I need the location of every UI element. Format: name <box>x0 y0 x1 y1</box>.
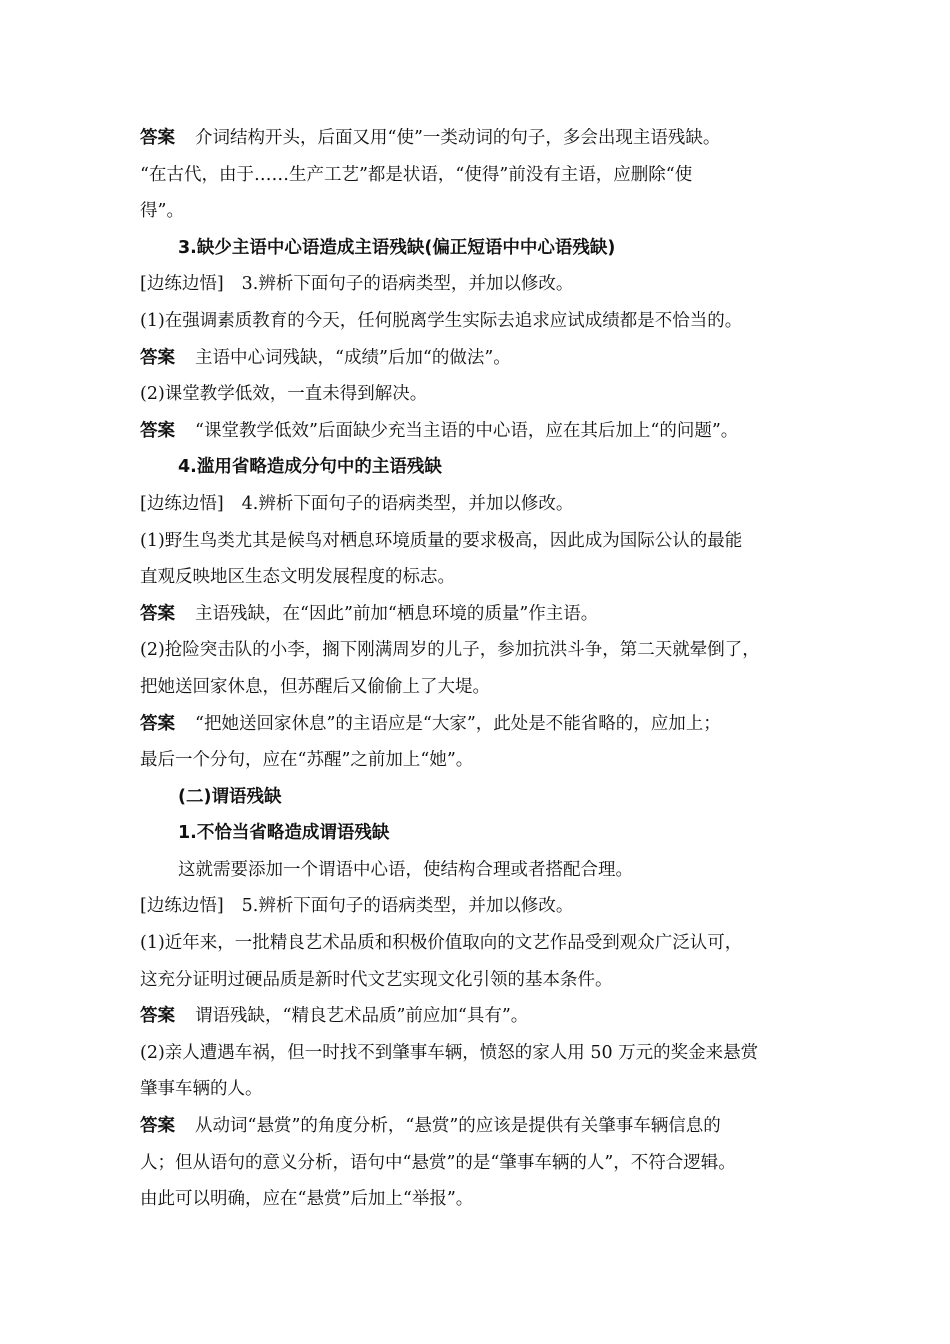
answer-text: 从动词“悬赏”的角度分析，“悬赏”的应该是提供有关肇事车辆信息的 <box>195 1116 721 1137</box>
answer-line <box>140 1108 820 1145</box>
question-continuation: 肇事车辆的人。 <box>140 1079 263 1100</box>
answer-continuation: 得”。 <box>140 201 184 222</box>
answer-label: 答案 <box>140 347 175 368</box>
practice-text: 3.辨析下面句子的语病类型，并加以修改。 <box>241 274 574 295</box>
answer-label: 答案 <box>140 1006 175 1027</box>
practice-prompt <box>140 486 820 523</box>
answer-text: 谓语残缺，“精良艺术品质”前应加“具有”。 <box>195 1006 529 1027</box>
question-line: (2)抢险突击队的小李，搁下刚满周岁的儿子，参加抗洪斗争，第二天就晕倒了， <box>140 640 760 661</box>
answer-label: 答案 <box>140 603 175 624</box>
question-continuation: 直观反映地区生态文明发展程度的标志。 <box>140 567 455 588</box>
answer-continuation: “在古代，由于……生产工艺”都是状语，“使得”前没有主语，应删除“使 <box>140 164 693 185</box>
practice-tag: [边练边悟] <box>140 493 224 514</box>
answer-label: 答案 <box>140 713 175 734</box>
practice-text: 4.辨析下面句子的语病类型，并加以修改。 <box>241 493 574 514</box>
question-line: (2)亲人遭遇车祸，但一时找不到肇事车辆，愤怒的家人用 50 万元的奖金来悬赏 <box>140 1042 759 1063</box>
practice-tag: [边练边悟] <box>140 274 224 295</box>
question-continuation: 这充分证明过硬品质是新时代文艺实现文化引领的基本条件。 <box>140 969 613 990</box>
section-heading: 4.滥用省略造成分句中的主语残缺 <box>178 457 442 478</box>
body-text: 这就需要添加一个谓语中心语，使结构合理或者搭配合理。 <box>178 859 633 880</box>
answer-label: 答案 <box>140 128 175 148</box>
practice-text: 5.辨析下面句子的语病类型，并加以修改。 <box>241 896 574 917</box>
subsection-heading: 1.不恰当省略造成谓语残缺 <box>178 823 390 844</box>
answer-line <box>140 340 820 377</box>
answer-text: 主语中心词残缺，“成绩”后加“的做法”。 <box>195 347 511 368</box>
answer-continuation: 最后一个分句，应在“苏醒”之前加上“她”。 <box>140 750 474 771</box>
question-line: (2)课堂教学低效，一直未得到解决。 <box>140 384 428 405</box>
answer-label: 答案 <box>140 420 175 441</box>
practice-tag: [边练边悟] <box>140 896 224 917</box>
answer-text: “把她送回家休息”的主语应是“大家”，此处是不能省略的，应加上； <box>195 713 721 734</box>
answer-line <box>140 120 820 157</box>
practice-prompt <box>140 888 820 925</box>
answer-text: 介词结构开头，后面又用“使”一类动词的句子，多会出现主语残缺。 <box>195 128 721 148</box>
answer-line <box>140 998 820 1035</box>
document-page <box>140 120 820 1218</box>
question-continuation: 把她送回家休息，但苏醒后又偷偷上了大堤。 <box>140 676 490 697</box>
answer-text: 主语残缺，在“因此”前加“栖息环境的质量”作主语。 <box>195 603 599 624</box>
answer-continuation: 由此可以明确，应在“悬赏”后加上“举报”。 <box>140 1189 474 1210</box>
answer-line <box>140 413 820 450</box>
answer-line <box>140 706 820 743</box>
section-heading: (二)谓语残缺 <box>178 786 282 807</box>
answer-continuation: 人；但从语句的意义分析，语句中“悬赏”的是“肇事车辆的人”，不符合逻辑。 <box>140 1152 736 1173</box>
answer-label: 答案 <box>140 1116 175 1137</box>
answer-line <box>140 596 820 633</box>
question-line: (1)在强调素质教育的今天，任何脱离学生实际去追求应试成绩都是不恰当的。 <box>140 310 743 331</box>
answer-text: “课堂教学低效”后面缺少充当主语的中心语，应在其后加上“的问题”。 <box>195 420 739 441</box>
practice-prompt <box>140 266 820 303</box>
question-line: (1)野生鸟类尤其是候鸟对栖息环境质量的要求极高，因此成为国际公认的最能 <box>140 530 743 551</box>
section-heading: 3.缺少主语中心语造成主语残缺(偏正短语中中心语残缺) <box>178 237 616 258</box>
question-line: (1)近年来，一批精良艺术品质和积极价值取向的文艺作品受到观众广泛认可， <box>140 933 743 954</box>
